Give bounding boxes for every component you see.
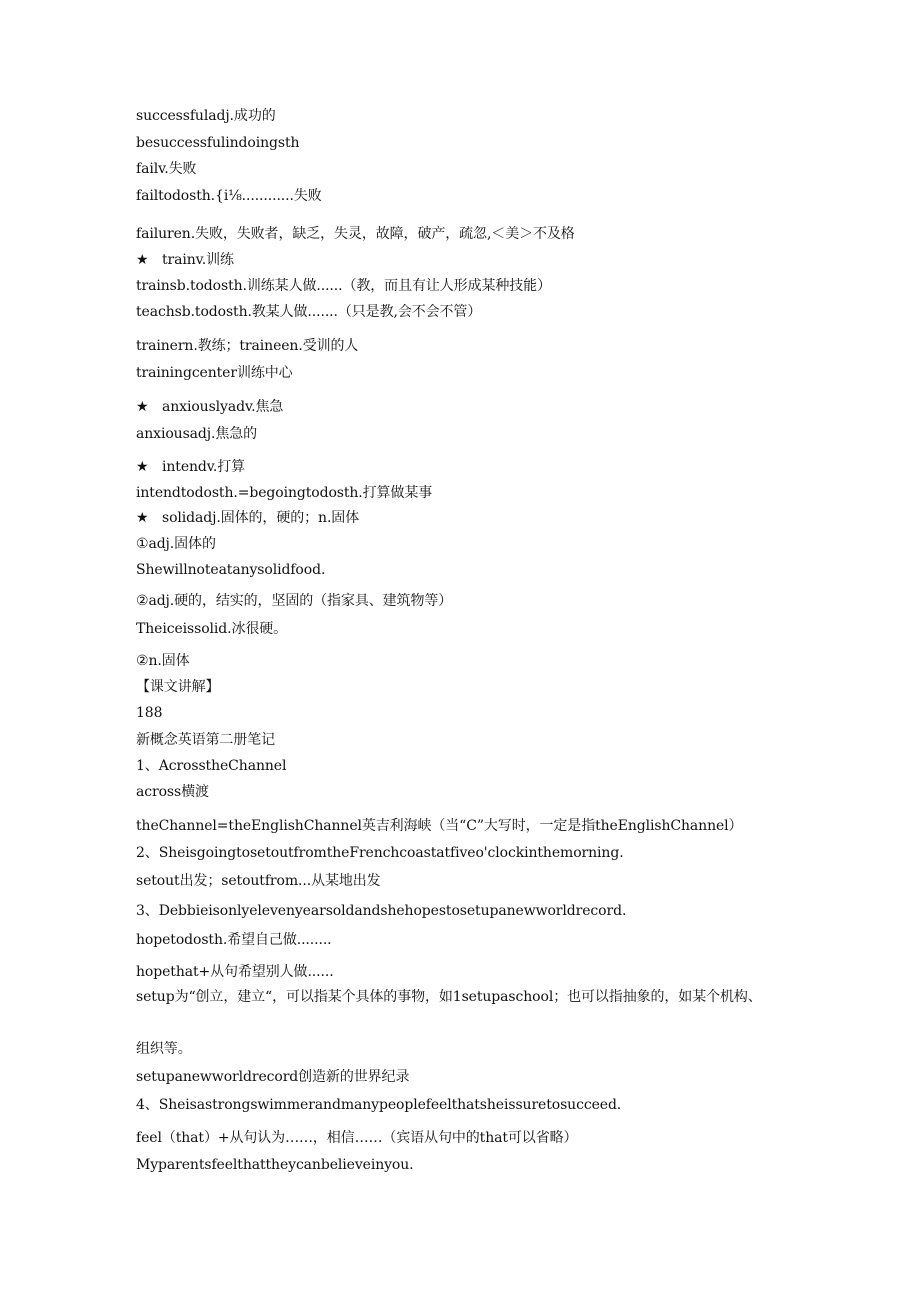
star-icon: ★ xyxy=(136,399,149,415)
vocab-line: trainsb.todosth.训练某人做......（教，而且有让人形成某种技能） xyxy=(136,278,551,294)
vocab-line: besuccessfulindoingsth xyxy=(136,135,300,151)
vocab-line: failtodosth.{i⅛............失败 xyxy=(136,188,322,204)
starred-entry xyxy=(136,457,245,477)
lesson-point: 4、Sheisastrongswimmerandmanypeoplefeelthatsheissuretosucceed. xyxy=(136,1097,622,1113)
lesson-point: 2、SheisgoingtosetoutfromtheFrenchcoastatfiveo'clockinthemorning. xyxy=(136,845,624,861)
vocab-line: setout出发；setoutfrom...从某地出发 xyxy=(136,873,381,889)
vocab-line: feel（that）+从句认为……，相信……（宾语从句中的that可以省略） xyxy=(136,1130,578,1146)
example-sentence: Myparentsfeelthattheycanbelieveinyou. xyxy=(136,1157,414,1173)
vocab-line: setup为“创立，建立“，可以指某个具体的事物，如1setupaschool；也可以指抽象的，如某个机构、 xyxy=(136,989,762,1005)
entry-text: trainv.训练 xyxy=(162,252,234,268)
lesson-point: 3、Debbieisonlyelevenyearsoldandshehopestosetupanewworldrecord. xyxy=(136,903,627,919)
running-title: 新概念英语第二册笔记 xyxy=(136,732,275,748)
vocab-line: theChannel=theEnglishChannel英吉利海峡（当“C”大写时，一定是指theEnglishChannel） xyxy=(136,818,743,834)
vocab-line: intendtodosth.=begoingtodosth.打算做某事 xyxy=(136,485,433,501)
vocab-line: successfuladj.成功的 xyxy=(136,108,276,124)
entry-text: anxiouslyadv.焦急 xyxy=(162,399,284,415)
vocab-line: teachsb.todosth.教某人做.......（只是教,会不会不管） xyxy=(136,304,482,320)
starred-entry xyxy=(136,250,234,270)
star-icon: ★ xyxy=(136,459,149,475)
vocab-line: ①adj.固体的 xyxy=(136,536,216,552)
vocab-line: failv.失败 xyxy=(136,161,197,177)
section-heading: 【课文讲解】 xyxy=(136,679,220,695)
entry-text: solidadj.固体的，硬的；n.固体 xyxy=(162,510,360,526)
lesson-point: 1、AcrosstheChannel xyxy=(136,758,287,774)
vocab-line: trainern.教练；traineen.受训的人 xyxy=(136,338,359,354)
vocab-line: ②n.固体 xyxy=(136,653,190,669)
vocab-line: trainingcenter训练中心 xyxy=(136,365,293,381)
vocab-line: ②adj.硬的，结实的，坚固的（指家具、建筑物等） xyxy=(136,593,453,609)
vocab-line: hopethat+从句希望别人做...... xyxy=(136,964,334,980)
star-icon: ★ xyxy=(136,510,149,526)
vocab-line: setupanewworldrecord创造新的世界纪录 xyxy=(136,1069,410,1085)
vocab-line: anxiousadj.焦急的 xyxy=(136,426,258,442)
starred-entry xyxy=(136,397,283,417)
vocab-line: across横渡 xyxy=(136,784,209,800)
star-icon: ★ xyxy=(136,252,149,268)
example-sentence: Theiceissolid.冰很硬。 xyxy=(136,621,288,637)
starred-entry xyxy=(136,508,359,528)
vocab-line: hopetodosth.希望自己做........ xyxy=(136,932,332,948)
vocab-line: 组织等。 xyxy=(136,1041,192,1057)
entry-text: intendv.打算 xyxy=(162,459,246,475)
vocab-line: failuren.失败，失败者，缺乏，失灵，故障，破产，疏忽,＜美＞不及格 xyxy=(136,226,575,242)
page-number: 188 xyxy=(136,705,163,721)
example-sentence: Shewillnoteatanysolidfood. xyxy=(136,562,326,578)
